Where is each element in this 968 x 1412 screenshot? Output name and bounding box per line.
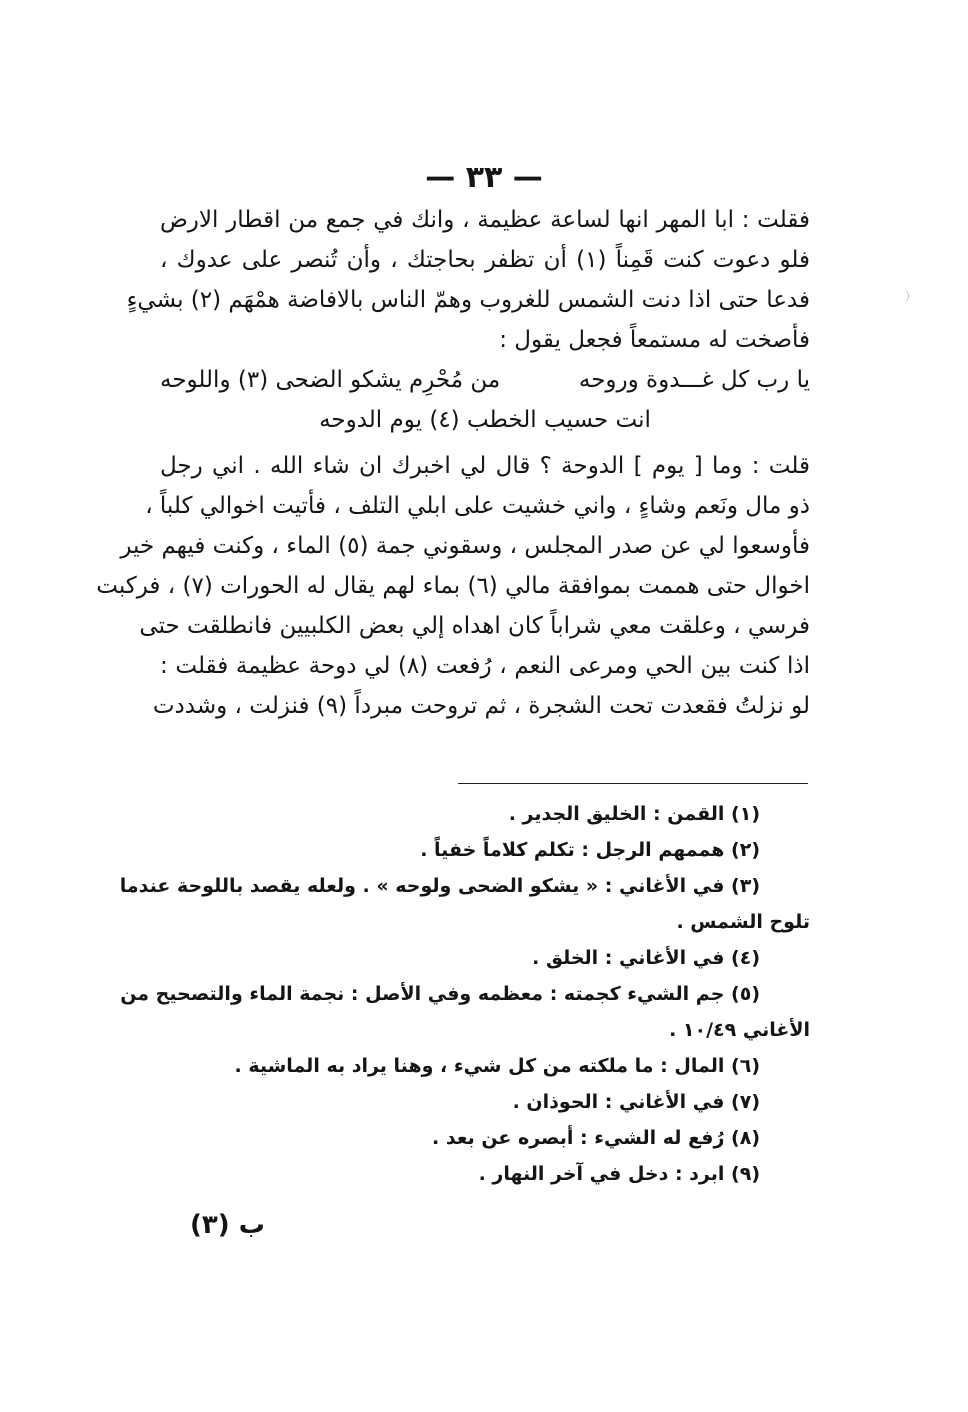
footnote-divider bbox=[458, 783, 808, 784]
footnote: (٨) رُفع له الشيء : أبصره عن بعد . bbox=[432, 1127, 760, 1149]
text-line: ذو مال ونَعم وشاءٍ ، واني خشيت على ابلي التلف ، فأتيت اخوالي كلباً ، bbox=[145, 493, 810, 519]
footnote-continuation: تلوح الشمس . bbox=[676, 911, 810, 933]
footnote-continuation: الأغاني ١٠/٤٩ . bbox=[669, 1019, 810, 1041]
footnote: (٧) في الأغاني : الحوذان . bbox=[512, 1091, 760, 1113]
text-line: لو نزلتُ فقعدت تحت الشجرة ، ثم تروحت مبرداً (٩) فنزلت ، وشددت bbox=[152, 693, 810, 719]
main-text bbox=[96, 200, 810, 726]
text-line: فأصخت له مستمعاً فجعل يقول : bbox=[499, 327, 810, 353]
footnote: (٥) جم الشيء كجمته : معظمه وفي الأصل : نجمة الماء والتصحيح من bbox=[120, 983, 760, 1005]
text-line: فدعا حتى اذا دنت الشمس للغروب وهمّ الناس بالافاضة همْهَم (٢) بشيءٍ bbox=[126, 287, 810, 313]
signature-mark: ب (٣) bbox=[190, 1210, 265, 1240]
footnote: (٢) هممهم الرجل : تكلم كلاماً خفياً . bbox=[420, 839, 760, 861]
text-line: فرسي ، وعلقت معي شراباً كان اهداه إلي بعض الكلبيين فانطلقت حتى bbox=[139, 613, 810, 639]
text-line: فأوسعوا لي عن صدر المجلس ، وسقوني جمة (٥) الماء ، وكنت فيهم خير bbox=[120, 533, 810, 559]
footnote: (٣) في الأغاني : « يشكو الضحى ولوحه » . ولعله يقصد باللوحة عندما bbox=[119, 875, 760, 897]
verse-line bbox=[160, 360, 810, 400]
page-number: — ٣٣ — bbox=[425, 160, 543, 195]
text-line: اذا كنت بين الحي ومرعى النعم ، رُفعت (٨) لي دوحة عظيمة فقلت : bbox=[160, 653, 810, 679]
text-line: قلت : وما [ يوم ] الدوحة ؟ قال لي اخبرك ان شاء الله . اني رجل bbox=[160, 453, 810, 479]
text-line: فقلت : ابا المهر انها لساعة عظيمة ، وانك في جمع من اقطار الارض bbox=[160, 207, 810, 233]
scan-margin-mark bbox=[898, 288, 909, 304]
footnote: (٦) المال : ما ملكته من كل شيء ، وهنا يراد به الماشية . bbox=[234, 1055, 760, 1077]
verse-left-hemistich: من مُحْرِم يشكو الضحى (٣) واللوحه bbox=[160, 367, 501, 393]
text-line: اخوال حتى هممت بموافقة مالي (٦) بماء لهم يقال له الحورات (٧) ، فركبت bbox=[96, 573, 810, 599]
footnotes bbox=[119, 796, 810, 1192]
footnote: (٤) في الأغاني : الخلق . bbox=[532, 947, 760, 969]
footnote: (٩) ابرد : دخل في آخر النهار . bbox=[478, 1163, 760, 1185]
verse-second-line: انت حسيب الخطب (٤) يوم الدوحه bbox=[319, 407, 651, 433]
footnote: (١) القمن : الخليق الجدير . bbox=[508, 803, 760, 825]
verse-right-hemistich: يا رب كل غـــدوة وروحه bbox=[578, 367, 810, 393]
text-line: فلو دعوت كنت قَمِناً (١) أن تظفر بحاجتك ، وأن تُنصر على عدوك ، bbox=[160, 247, 810, 273]
